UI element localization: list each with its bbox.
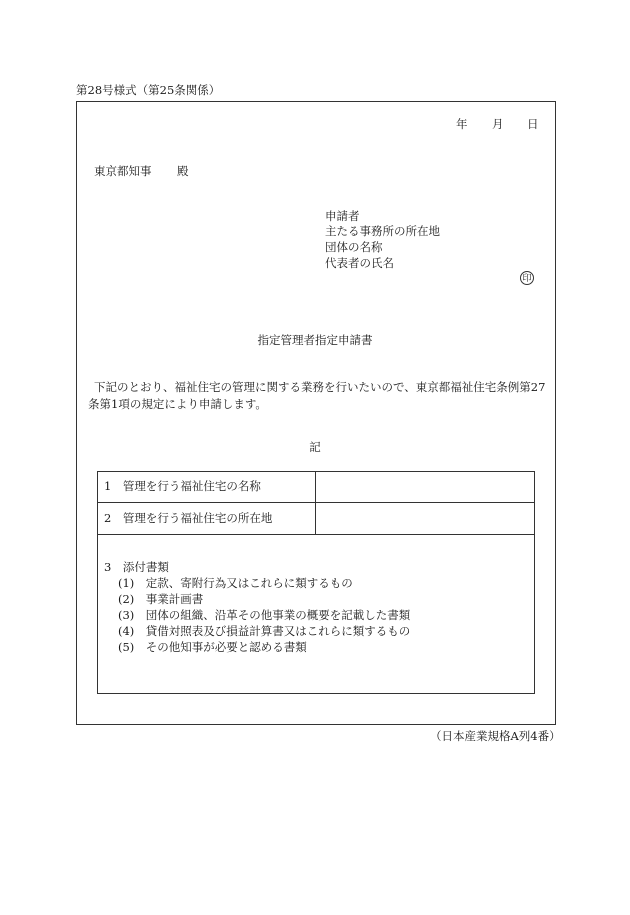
attachment-item-5: (5) その他知事が必要と認める書類 (118, 640, 307, 654)
attachments-title: 3 添付書類 (104, 560, 169, 574)
addressee-honorific: 殿 (177, 164, 189, 178)
ki-label: 記 (309, 440, 321, 454)
table-row1-label: 1 管理を行う福祉住宅の名称 (104, 479, 261, 493)
body-text: 下記のとおり、福祉住宅の管理に関する業務を行いたいので、東京都福祉住宅条例第27条第1項の規定により申請します。 (88, 380, 546, 411)
table-row-divider-1 (97, 502, 535, 503)
attachment-item-1: (1) 定款、寄附行為又はこれらに類するもの (118, 576, 353, 590)
applicant-title: 申請者 (325, 209, 360, 223)
attachment-item-3: (3) 団体の組織、沿革その他事業の概要を記載した書類 (118, 608, 411, 622)
attachment-item-2: (2) 事業計画書 (118, 592, 204, 606)
applicant-representative-name: 代表者の氏名 (325, 256, 394, 270)
form-number: 第28号様式（第25条関係） (76, 83, 221, 97)
addressee-name: 東京都知事 (94, 164, 152, 178)
date-day: 日 (527, 117, 539, 131)
date-month: 月 (492, 117, 504, 131)
table-row2-label: 2 管理を行う福祉住宅の所在地 (104, 511, 273, 525)
document-title: 指定管理者指定申請書 (257, 333, 373, 347)
table-row-divider-2 (97, 534, 535, 535)
date-year: 年 (456, 117, 468, 131)
table-column-divider (315, 471, 316, 534)
applicant-organization-name: 団体の名称 (325, 240, 383, 254)
attachment-item-4: (4) 貸借対照表及び損益計算書又はこれらに類するもの (118, 624, 411, 638)
paper-size-note: （日本産業規格A列4番） (430, 729, 561, 743)
seal-mark: 印 (520, 271, 534, 285)
applicant-office-location: 主たる事務所の所在地 (325, 224, 440, 238)
